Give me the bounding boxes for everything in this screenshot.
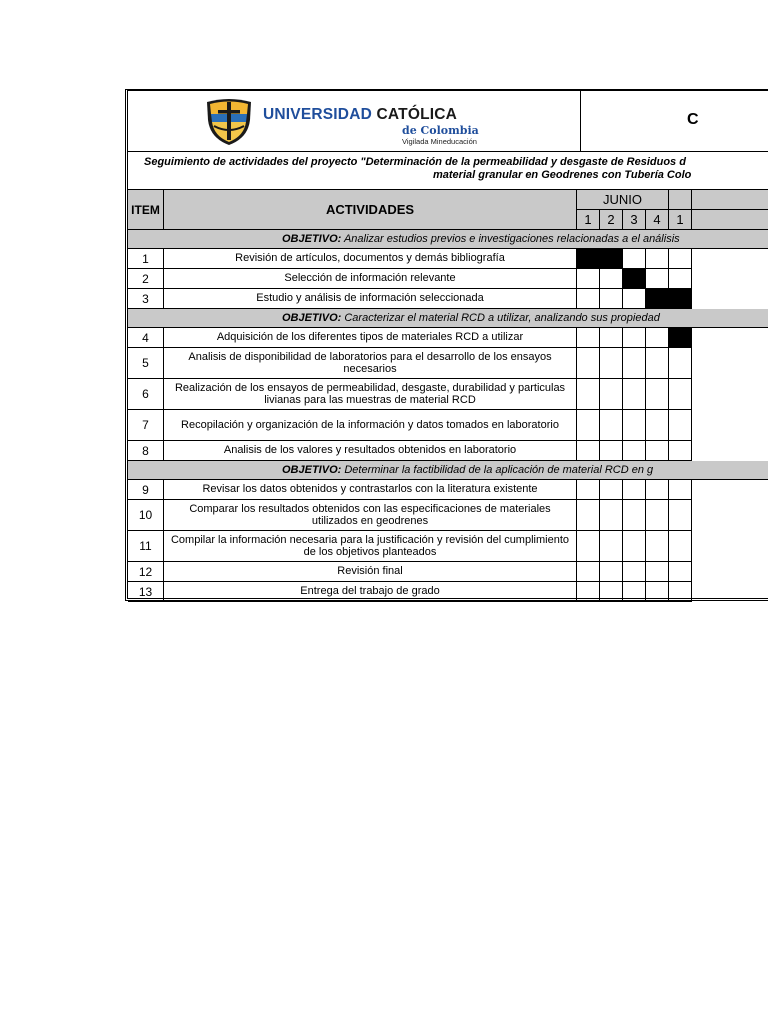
activity-cell: Comparar los resultados obtenidos con las especificaciones de materiales utilizados en geodrenes [164, 500, 577, 531]
activity-cell: Analisis de disponibilidad de laboratorios para el desarrollo de los ensayos necesarios [164, 348, 577, 379]
gantt-cell-empty [600, 500, 623, 531]
activity-cell: Analisis de los valores y resultados obtenidos en laboratorio [164, 441, 577, 461]
gantt-cell-empty [669, 441, 692, 461]
gantt-cell-empty [623, 480, 646, 500]
activity-cell: Compilar la información necesaria para la justificación y revisión del cumplimiento de los objetivos planteados [164, 531, 577, 562]
university-name-blue: UNIVERSIDAD [263, 106, 372, 123]
activity-cell: Estudio y análisis de información seleccionada [164, 289, 577, 309]
university-tagline: Vigilada Mineducación [402, 137, 477, 146]
gantt-cell-empty [646, 531, 669, 562]
gantt-cell-empty [646, 328, 669, 348]
gantt-cell-empty [623, 441, 646, 461]
item-number-cell: 8 [128, 441, 164, 461]
gantt-cell-empty [577, 582, 600, 602]
gantt-cell-empty [623, 289, 646, 309]
gantt-cell-empty [669, 500, 692, 531]
gantt-cell-empty [577, 379, 600, 410]
gantt-cell-empty [600, 582, 623, 602]
gantt-cell-empty [623, 249, 646, 269]
gantt-cell-empty [577, 441, 600, 461]
objective-label: OBJETIVO: [282, 464, 342, 476]
month-header-next [669, 190, 692, 210]
gantt-cell-empty [577, 269, 600, 289]
gantt-cell-filled [669, 289, 692, 309]
gantt-cell-empty [600, 269, 623, 289]
activity-cell: Revisión de artículos, documentos y demás bibliografía [164, 249, 577, 269]
gantt-cell-empty [646, 480, 669, 500]
gantt-cell-filled [669, 328, 692, 348]
activity-cell: Recopilación y organización de la información y datos tomados en laboratorio [164, 410, 577, 441]
gantt-cell-empty [669, 562, 692, 582]
objective-label: OBJETIVO: [282, 233, 342, 245]
item-number-cell: 2 [128, 269, 164, 289]
title-line-1: Seguimiento de actividades del proyecto "Determinación de la permeabilidad y desgaste de Residuos d [144, 156, 686, 168]
gantt-cell-empty [600, 480, 623, 500]
item-number-cell: 13 [128, 582, 164, 602]
gantt-cell-empty [623, 348, 646, 379]
gantt-cell-empty [623, 328, 646, 348]
activity-cell: Entrega del trabajo de grado [164, 582, 577, 602]
item-header: ITEM [128, 190, 164, 230]
item-number-cell: 9 [128, 480, 164, 500]
header-band [128, 91, 768, 152]
objective-text: Analizar estudios previos e investigaciones relacionadas a el análisis [341, 233, 680, 245]
item-number-cell: 3 [128, 289, 164, 309]
week-header: 1 [577, 210, 600, 230]
gantt-cell-empty [600, 348, 623, 379]
gantt-cell-empty [646, 269, 669, 289]
gantt-cell-empty [669, 348, 692, 379]
gantt-cell-empty [669, 480, 692, 500]
gantt-cell-empty [669, 379, 692, 410]
gantt-cell-empty [623, 562, 646, 582]
university-subtitle: de Colombia [402, 124, 479, 137]
activity-cell: Revisión final [164, 562, 577, 582]
activity-cell: Revisar los datos obtenidos y contrastarlos con la literatura existente [164, 480, 577, 500]
schedule-sheet [125, 89, 768, 601]
gantt-cell-empty [669, 269, 692, 289]
gantt-cell-empty [623, 410, 646, 441]
week-header: 1 [669, 210, 692, 230]
gantt-cell-empty [577, 480, 600, 500]
header-right-label: C [687, 111, 699, 128]
gantt-cell-empty [577, 289, 600, 309]
gantt-cell-empty [577, 562, 600, 582]
gantt-cell-empty [646, 348, 669, 379]
month-header-junio: JUNIO [577, 190, 669, 210]
gantt-cell-empty [646, 500, 669, 531]
university-logo [204, 98, 494, 146]
gantt-cell-filled [623, 269, 646, 289]
objective-text: Determinar la factibilidad de la aplicación de material RCD en g [341, 464, 654, 476]
gantt-cell-empty [669, 410, 692, 441]
gantt-cell-empty [600, 531, 623, 562]
week-header: 3 [623, 210, 646, 230]
gantt-cell-empty [623, 531, 646, 562]
gantt-cell-empty [646, 582, 669, 602]
gantt-cell-empty [577, 328, 600, 348]
activity-cell: Adquisición de los diferentes tipos de materiales RCD a utilizar [164, 328, 577, 348]
gantt-cell-empty [669, 582, 692, 602]
gantt-cell-empty [623, 500, 646, 531]
objective-row [128, 461, 768, 480]
gantt-cell-empty [623, 379, 646, 410]
gantt-cell-empty [646, 249, 669, 269]
item-number-cell: 7 [128, 410, 164, 441]
gantt-cell-empty [623, 582, 646, 602]
item-number-cell: 11 [128, 531, 164, 562]
gantt-cell-filled [646, 289, 669, 309]
gantt-cell-empty [646, 379, 669, 410]
gantt-cell-empty [600, 410, 623, 441]
month-header-filler [692, 190, 768, 210]
objective-row [128, 309, 768, 328]
item-number-cell: 4 [128, 328, 164, 348]
gantt-cell-empty [600, 562, 623, 582]
university-name [263, 106, 457, 124]
objective-text: Caracterizar el material RCD a utilizar, analizando sus propiedad [341, 312, 660, 324]
gantt-cell-empty [646, 410, 669, 441]
objective-row [128, 230, 768, 249]
gantt-cell-empty [600, 379, 623, 410]
gantt-cell-filled [577, 249, 600, 269]
gantt-cell-empty [577, 348, 600, 379]
gantt-cell-empty [577, 410, 600, 441]
item-number-cell: 1 [128, 249, 164, 269]
week-header: 2 [600, 210, 623, 230]
week-header: 4 [646, 210, 669, 230]
gantt-cell-empty [600, 441, 623, 461]
item-number-cell: 10 [128, 500, 164, 531]
gantt-cell-empty [600, 328, 623, 348]
activities-header: ACTIVIDADES [164, 190, 577, 230]
gantt-cell-empty [669, 531, 692, 562]
gantt-cell-empty [646, 441, 669, 461]
title-line-2: material granular en Geodrenes con Tubería Colo [433, 169, 692, 181]
activity-cell: Realización de los ensayos de permeabilidad, desgaste, durabilidad y particulas livianas para las muestras de material RCD [164, 379, 577, 410]
activity-cell: Selección de información relevante [164, 269, 577, 289]
gantt-cell-empty [669, 249, 692, 269]
gantt-cell-filled [600, 249, 623, 269]
gantt-cell-empty [646, 562, 669, 582]
week-header-filler [692, 210, 768, 230]
document-title [128, 152, 768, 190]
item-number-cell: 6 [128, 379, 164, 410]
gantt-cell-empty [600, 289, 623, 309]
header-right-cell [580, 91, 768, 151]
gantt-cell-empty [577, 500, 600, 531]
gantt-cell-empty [577, 531, 600, 562]
item-number-cell: 5 [128, 348, 164, 379]
objective-label: OBJETIVO: [282, 312, 342, 324]
item-number-cell: 12 [128, 562, 164, 582]
shield-icon [204, 98, 254, 146]
university-name-dark: CATÓLICA [376, 106, 458, 123]
